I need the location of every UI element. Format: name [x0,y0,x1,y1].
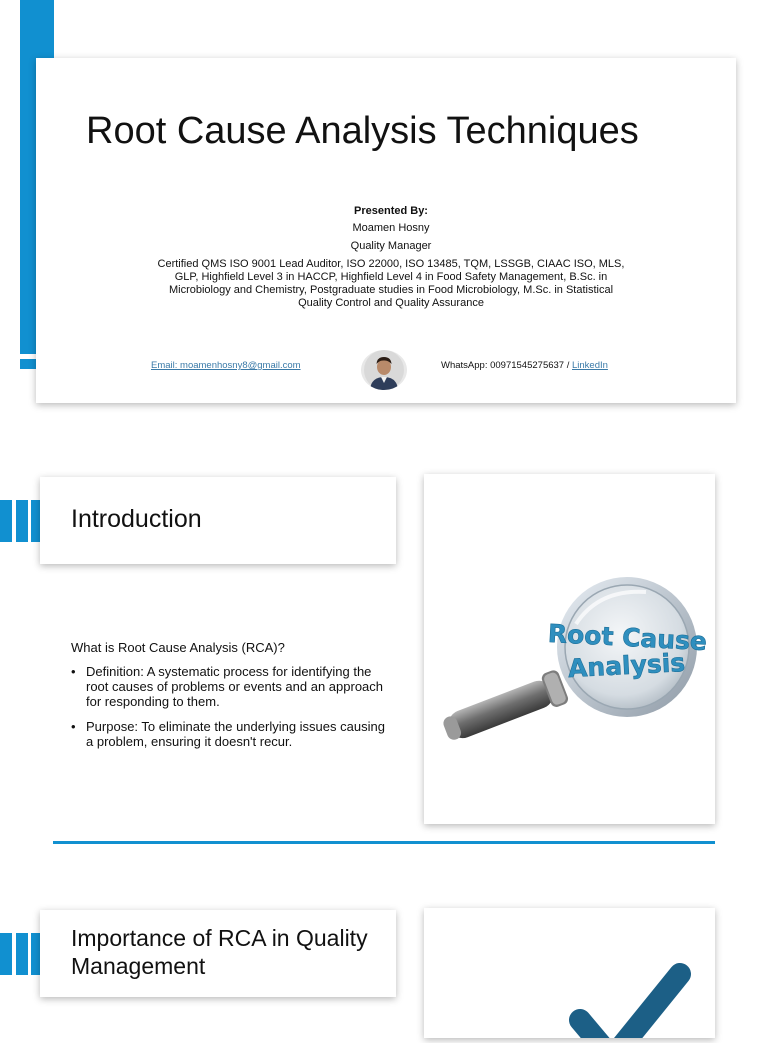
magnifier-text-line2: Analysis [567,647,686,684]
intro-question: What is Root Cause Analysis (RCA)? [71,640,285,655]
section-divider [53,841,715,844]
checkmark-icon [424,908,715,1038]
accent-stripes [0,500,40,542]
magnifier-text-line1: Root Cause [547,618,708,657]
intro-header-card [40,477,396,564]
email-link[interactable]: Email: moamenhosny8@gmail.com [151,360,301,371]
linkedin-link[interactable]: LinkedIn [572,360,608,371]
accent-stripes-2 [0,933,40,975]
importance-title: Importance of RCA in Quality Management [71,925,368,979]
magnifier-image-card [424,474,715,824]
presenter-role: Quality Manager [350,240,432,252]
contact-line [441,360,608,371]
checkmark-image-card [424,908,715,1038]
bullet-definition: • Definition: A systematic process for identifying the root causes of problems or events and an approach for responding to them. [71,664,391,709]
title-slide [36,58,736,403]
presenter-credentials: Certified QMS ISO 9001 Lead Auditor, ISO 22000, ISO 13485, TQM, LSSGB, CIAAC ISO, MLS, GLP, Highfield Level 3 in HACCP, Highfield Level 4 in Food Safety Management, B.Sc. in Microbiology and Chemistry, Postgraduate studies in Food Microbiology, M.Sc. in Statistical Quality Control and Quality Assurance [157,258,625,309]
importance-header-card [40,910,396,997]
intro-bullet-list [71,664,391,759]
presentation-title: Root Cause Analysis Techniques [86,110,639,152]
presented-by-label: Presented By: [354,205,428,217]
accent-bar-small [20,359,36,369]
accent-bar-left [20,0,36,354]
whatsapp-number: WhatsApp: 00971545275637 / [441,360,570,371]
intro-title: Introduction [71,505,202,533]
magnifier-icon [424,474,715,824]
presenter-avatar [361,350,407,390]
presenter-name: Moamen Hosny [352,222,430,234]
bullet-purpose: • Purpose: To eliminate the underlying issues causing a problem, ensuring it doesn't recur. [71,719,391,749]
